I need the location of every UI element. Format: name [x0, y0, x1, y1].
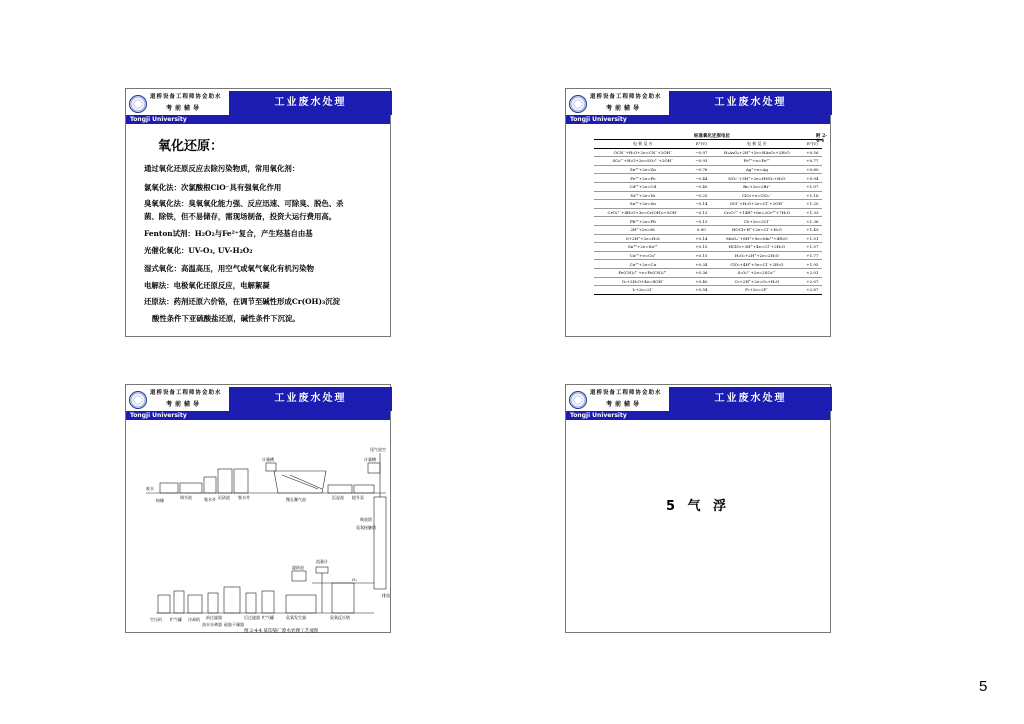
table-row: [594, 191, 822, 200]
table-row: [594, 277, 822, 286]
university-logo-icon: [569, 391, 587, 409]
figure-caption: 图 2-4-4 某印染厂废水处理工艺流程: [244, 629, 319, 633]
body-line: 光催化氧化：UV-O₃, UV-H₂O₂: [144, 246, 253, 255]
org-line-2: 考前辅导: [166, 401, 203, 408]
table-cell: OCN⁻+H₂O+2e=CN⁻+2OH⁻: [594, 148, 692, 157]
table-cell: Cr₂O₇²⁻+14H⁺+6e=2Cr³⁺+7H₂O: [711, 208, 803, 217]
grille-box: [160, 483, 178, 493]
table-cell: Cu²⁺+e=Cu⁺: [594, 251, 692, 260]
table-cell: Pb²⁺+2e=Pb: [594, 217, 692, 226]
slide-2[interactable]: [565, 88, 831, 337]
table-cell: +1.16: [803, 191, 822, 200]
label-lift-pump: 提升泵: [352, 495, 364, 500]
slide-title: 工业废水处理: [714, 97, 787, 108]
slide-heading: 氧化还原：: [158, 139, 224, 154]
table-row: [594, 286, 822, 295]
redox-potential-table: [594, 139, 822, 295]
label-dryer: 硅胶干燥器: [224, 622, 244, 627]
label-meter-box: 计量槽: [262, 457, 274, 462]
university-name: Tongji University: [130, 412, 187, 419]
table-row: [594, 174, 822, 183]
table-cell: I₂+2e=2I⁻: [594, 286, 692, 295]
table-cell: +2.87: [803, 286, 822, 295]
table-cell: H₃AsO₄+2H⁺+2e=HAsO₂+2H₂O: [711, 148, 803, 157]
table-cell: SO₄²⁻+H₂O+2e=SO₃²⁻+2OH⁻: [594, 157, 692, 166]
column-header: E°(V): [803, 140, 822, 149]
label-equalization: 调节池: [180, 495, 192, 500]
table-cell: H₂O₂+2H⁺+2e=2H₂O: [711, 251, 803, 260]
body-line: Fenton试剂：H₂O₂与Fe²⁺复合，产生羟基自由基: [144, 229, 313, 238]
label-sedimentation: 沉淀池: [332, 495, 344, 500]
table-cell: +0.56: [803, 148, 822, 157]
slide-header: [566, 89, 830, 125]
table-cell: −0.93: [692, 157, 711, 166]
table-cell: +0.15: [692, 243, 711, 252]
slide-4[interactable]: [565, 384, 831, 633]
table-row: [594, 225, 822, 234]
label-air-tank: 贮气罐: [262, 615, 274, 620]
university-strip: [566, 115, 830, 124]
post-filter: [246, 593, 256, 613]
body-line: 还原法：药剂还原六价铬，在调节至碱性形成Cr(OH)₃沉淀: [144, 297, 341, 306]
equalization-tank: [180, 483, 202, 493]
label-influent: 废水: [146, 486, 154, 491]
table-cell: −0.44: [692, 174, 711, 183]
table-cell: +1.57: [803, 243, 822, 252]
ozone-generator: [286, 595, 316, 613]
table-cell: +0.36: [692, 268, 711, 277]
table-caption: 标准氧化还原电位: [694, 134, 730, 139]
label-post-filter: 后过滤器: [244, 615, 260, 620]
table-cell: S+2H⁺+2e=H₂S: [594, 234, 692, 243]
table-cell: ClO₂+4H⁺+5e=Cl⁻+2H₂O: [711, 260, 803, 269]
reservoir-tank: [234, 469, 248, 493]
table-cell: Ag⁺+e=Ag: [711, 165, 803, 174]
table-cell: +0.40: [692, 277, 711, 286]
buffer-tank: [174, 591, 184, 613]
table-cell: Cu²⁺+2e=Cu: [594, 260, 692, 269]
label-feed-pump: 集水井: [204, 497, 216, 502]
label-sand-filter: 滤砂池: [292, 565, 304, 570]
slide-header: [126, 89, 390, 125]
table-cell: −0.13: [692, 217, 711, 226]
title-bar: [229, 387, 392, 411]
table-row: [594, 251, 822, 260]
title-bar: [229, 91, 392, 115]
table-cell: Cl₂+2e=2Cl⁻: [711, 217, 803, 226]
table-cell: +1.36: [803, 217, 822, 226]
body-line: 氯氧化法：次氯酸根ClO⁻具有强氧化作用: [144, 183, 282, 192]
label-sand: 沉砂池: [218, 495, 230, 500]
table-cell: CrO₄²⁻+4H₂O+3e=Cr(OH)₃+5OH⁻: [594, 208, 692, 217]
sedimentation-tank: [328, 485, 352, 493]
university-strip: [126, 115, 390, 124]
title-bar: [669, 91, 832, 115]
table-cell: −0.76: [692, 165, 711, 174]
table-cell: Fe²⁺+2e=Fe: [594, 174, 692, 183]
org-line-2: 考前辅导: [606, 105, 643, 112]
label-buffer: 贮气罐: [170, 617, 182, 622]
table-cell: +1.77: [803, 251, 822, 260]
table-cell: Sn⁴⁺+2e=Sn²⁺: [594, 243, 692, 252]
table-row: [594, 234, 822, 243]
column-header: E°(V): [692, 140, 711, 149]
table-cell: +1.49: [803, 225, 822, 234]
section-title: 5 气 浮: [665, 499, 731, 514]
sand-filter-box: [292, 571, 306, 581]
pre-filter: [208, 593, 218, 613]
label-flowmeter: 流量计: [316, 559, 328, 564]
title-bar: [669, 387, 832, 411]
table-cell: Zn²⁺+2e=Zn: [594, 165, 692, 174]
university-logo-icon: [129, 391, 147, 409]
table-cell: +0.34: [692, 260, 711, 269]
aeration-hatch: [290, 475, 322, 489]
university-logo-icon: [129, 95, 147, 113]
table-cell: +1.07: [803, 182, 822, 191]
label-pre-filter: 前过滤器: [206, 615, 222, 620]
label-reservoir: 集水井: [238, 495, 250, 500]
label-ozone-tower: 臭氧接触塔: [356, 525, 376, 530]
table-cell: +0.54: [692, 286, 711, 295]
table-cell: −0.40: [692, 182, 711, 191]
table-cell: 0.00: [692, 225, 711, 234]
label-effluent: 排放: [382, 593, 390, 598]
org-line-1: 道桥设备工程师协会助水: [590, 390, 662, 396]
sand-tank: [218, 469, 232, 493]
column-header: 电 极 反 应: [711, 140, 803, 149]
table-row: [594, 182, 822, 191]
table-cell: −0.97: [692, 148, 711, 157]
university-name: Tongji University: [570, 412, 627, 419]
column-header: 电 极 反 应: [594, 140, 692, 149]
table-cell: Fe(CN)₆³⁻+e=Fe(CN)₆⁴⁻: [594, 268, 692, 277]
org-line-2: 考前辅导: [166, 105, 203, 112]
org-line-2: 考前辅导: [606, 401, 643, 408]
label-grille: 格栅: [156, 498, 164, 503]
table-header-row: [594, 140, 822, 149]
slide-header: [566, 385, 830, 421]
table-cell: +1.20: [803, 200, 822, 209]
table-row: [594, 157, 822, 166]
contact-tower: [332, 583, 354, 613]
label-contact: 臭氧反应塔: [330, 615, 350, 620]
table-row: [594, 243, 822, 252]
table-cell: +1.95: [803, 260, 822, 269]
aeration-hatch: [282, 475, 318, 489]
body-line: 臭氧氧化法：臭氧氧化能力强、反应迅速、可除臭、脱色、杀: [144, 199, 344, 208]
table-cell: +2.01: [803, 268, 822, 277]
table-cell: +0.14: [692, 234, 711, 243]
org-line-1: 道桥设备工程师协会助水: [150, 390, 222, 396]
body-line: 湿式氧化：高温高压，用空气或氧气氧化有机污染物: [144, 264, 314, 273]
table-cell: +1.33: [803, 208, 822, 217]
table-cell: F₂+2e=2F⁻: [711, 286, 803, 295]
table-cell: Br₂+2e=2Br⁻: [711, 182, 803, 191]
org-line-1: 道桥设备工程师协会助水: [590, 94, 662, 100]
dryer: [224, 587, 240, 613]
table-row: [594, 217, 822, 226]
label-meter-box-2: 计量槽: [364, 457, 376, 462]
slide-title: 工业废水处理: [274, 393, 347, 404]
table-row: [594, 268, 822, 277]
table-cell: O₃+2H⁺+2e=O₂+H₂O: [711, 277, 803, 286]
table-row: [594, 148, 822, 157]
table-cell: ClO₂+e=ClO₂⁻: [711, 191, 803, 200]
table-cell: HOCl+H⁺+2e=Cl⁻+H₂O: [711, 225, 803, 234]
table-number: 附 2-4-4: [816, 134, 828, 144]
label-o2: O₂: [352, 577, 357, 582]
flowmeter-box: [316, 567, 328, 573]
slide-header: [126, 385, 390, 421]
university-strip: [126, 411, 390, 420]
org-line-1: 道桥设备工程师协会助水: [150, 94, 222, 100]
table-cell: Cd²⁺+2e=Cd: [594, 182, 692, 191]
table-cell: MnO₄⁻+8H⁺+5e=Mn²⁺+4H₂O: [711, 234, 803, 243]
table-cell: +0.94: [803, 174, 822, 183]
slide-1[interactable]: [125, 88, 391, 337]
label-absorb: 吸收塔: [360, 517, 372, 522]
label-tail-gas: 尾气放空: [370, 447, 386, 452]
table-body: [594, 148, 822, 294]
table-cell: Ni²⁺+2e=Ni: [594, 191, 692, 200]
table-row: [594, 260, 822, 269]
label-air-sep: 油水分离器: [202, 622, 222, 627]
table-cell: OCl⁻+H₂O+2e=Cl⁻+2OH⁻: [711, 200, 803, 209]
label-air-compressor: 空压机: [150, 617, 162, 622]
university-name: Tongji University: [570, 116, 627, 123]
page-number: 5: [979, 678, 988, 695]
table-cell: O₂+2H₂O+4e=4OH⁻: [594, 277, 692, 286]
slide-title: 工业废水处理: [274, 97, 347, 108]
table-cell: S₂O₈²⁻+2e=2SO₄²⁻: [711, 268, 803, 277]
table-cell: −0.25: [692, 191, 711, 200]
table-row: [594, 208, 822, 217]
air-compressor: [158, 595, 170, 613]
label-ozone-gen: 臭氧发生器: [286, 615, 306, 620]
ozone-tower: [374, 497, 386, 589]
lift-pump-box: [354, 485, 374, 493]
table-cell: +1.51: [803, 234, 822, 243]
table-cell: 2H⁺+2e=H₂: [594, 225, 692, 234]
table-cell: Fe³⁺+e=Fe²⁺: [711, 157, 803, 166]
table-cell: +0.15: [692, 251, 711, 260]
body-line: 酸性条件下亚硫酸盐还原，碱性条件下沉淀。: [152, 314, 300, 323]
slide-3[interactable]: [125, 384, 391, 633]
body-line: 通过氧化还原反应去除污染物质，常用氧化剂：: [144, 164, 300, 173]
table-cell: HClO₂+3H⁺+4e=Cl⁻+2H₂O: [711, 243, 803, 252]
label-cooler: 冷却机: [188, 617, 200, 622]
body-line: 电解法：电极氧化还原反应，电解絮凝: [144, 281, 270, 290]
table-cell: +0.80: [803, 165, 822, 174]
table-cell: +0.77: [803, 157, 822, 166]
table-cell: +2.07: [803, 277, 822, 286]
table-cell: −0.14: [692, 200, 711, 209]
university-logo-icon: [569, 95, 587, 113]
university-strip: [566, 411, 830, 420]
body-line: 菌、除铁，但不易储存，需现场制备，投资大运行费用高。: [144, 212, 337, 221]
table-cell: Sn²⁺+2e=Sn: [594, 200, 692, 209]
table-row: [594, 200, 822, 209]
table-cell: NO₃⁻+3H⁺+2e=HNO₂+H₂O: [711, 174, 803, 183]
pump-box: [204, 477, 216, 493]
meter-box: [368, 463, 380, 473]
table-row: [594, 165, 822, 174]
label-aeration: 微孔曝气池: [286, 497, 306, 502]
meter-box-left: [266, 463, 276, 471]
university-name: Tongji University: [130, 116, 187, 123]
process-flow-diagram: [126, 423, 392, 633]
air-tank: [262, 591, 274, 613]
slide-title: 工业废水处理: [714, 393, 787, 404]
cooler: [188, 595, 202, 613]
table-cell: −0.13: [692, 208, 711, 217]
